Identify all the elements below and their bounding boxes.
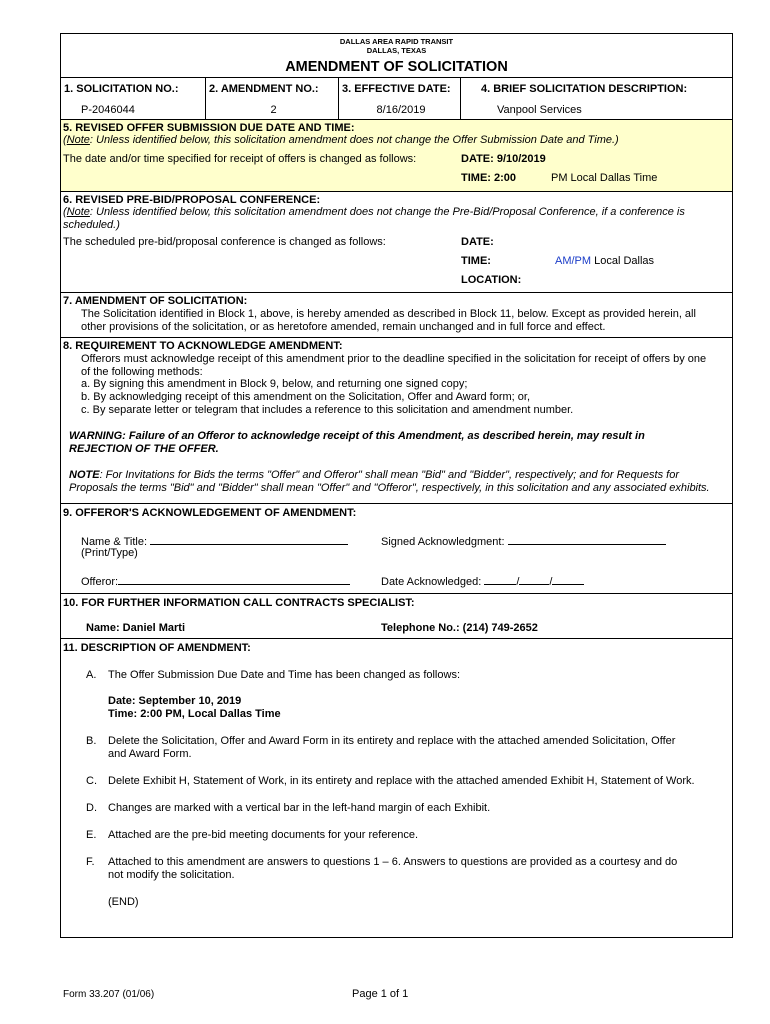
section-6-location-label: LOCATION: [461,274,522,286]
name-title-field[interactable]: Name & Title: [81,534,348,548]
section-8-warning: WARNING: Failure of an Offeror to acknowledge receipt of this Amendment, as described herein, may result in REJECTION OF THE OFFER. [69,430,645,455]
amendment-item-d-text: Changes are marked with a vertical bar in the left-hand margin of each Exhibit. [108,802,491,814]
section-6-note: (Note: Unless identified below, this solicitation amendment does not change the Pre-Bid/Proposal Conference, if a conference is scheduled.) [63,206,685,231]
solicitation-no-label: 1. SOLICITATION NO.: [61,78,206,101]
amendment-item-b-text: Delete the Solicitation, Offer and Award Form in its entirety and replace with the attached amended Solicitation, Offer and Award Form. [108,735,676,760]
form-number: Form 33.207 (01/06) [63,989,155,1000]
amendment-item-a-text: The Offer Submission Due Date and Time has been changed as follows: [108,669,460,681]
amendment-no-label: 2. AMENDMENT NO.: [206,78,339,101]
brief-description-label: 4. BRIEF SOLICITATION DESCRIPTION: [481,83,688,95]
section-5-date: DATE: 9/10/2019 [461,153,546,165]
section-8-item-a: a. By signing this amendment in Block 9, below, and returning one signed copy; [81,378,468,390]
section-5-changed-text: The date and/or time specified for receipt of offers is changed as follows: [63,153,417,165]
effective-date-label: 3. EFFECTIVE DATE: [339,78,461,101]
block-values-row [61,101,732,119]
signed-acknowledgment-field[interactable]: Signed Acknowledgment: [381,534,666,548]
section-6-time-label: TIME: [461,255,491,267]
effective-date-value: 8/16/2019 [339,101,461,119]
section-11 [61,638,732,919]
offeror-field[interactable]: Offeror: [81,574,350,588]
agency-city: DALLAS, TEXAS [366,46,427,55]
section-11-heading: 11. DESCRIPTION OF AMENDMENT: [63,642,251,654]
section-8-item-b: b. By acknowledging receipt of this amendment on the Solicitation, Offer and Award form; or, [81,391,531,403]
section-9-heading: 9. OFFEROR'S ACKNOWLEDGEMENT OF AMENDMENT: [63,507,357,519]
amendment-item-e-text: Attached are the pre-bid meeting documents for your reference. [108,829,419,841]
section-6-heading: 6. REVISED PRE-BID/PROPOSAL CONFERENCE: [63,194,321,206]
section-6-changed-text: The scheduled pre-bid/proposal conference is changed as follows: [63,236,386,248]
section-8-item-c: c. By separate letter or telegram that includes a reference to this solicitation and amendment number. [81,404,574,416]
amendment-item-f-text: Attached to this amendment are answers to questions 1 – 6. Answers to questions are provided as a courtesy and do not modify the solicitation. [108,856,678,881]
section-5 [61,119,732,191]
amendment-item-d-letter: D. [86,802,97,814]
section-8-note: NOTE: For Invitations for Bids the terms "Offer" and Offeror" shall mean "Bid" and "Bidder", respectively; and for Requests for Proposals the terms "Bid" and "Bidder" shall mean "Offer" and "Offeror", respectively, in this solicitation and any associated exhibits. [69,469,710,494]
date-acknowledged-field[interactable]: Date Acknowledged: / / [381,574,584,588]
page-number: Page 1 of 1 [352,988,409,1000]
section-10 [61,593,732,638]
agency-header [61,34,732,55]
section-7 [61,292,732,337]
new-due-date: Date: September 10, 2019 [108,695,242,707]
print-type-label: (Print/Type) [81,547,138,559]
section-8 [61,337,732,503]
section-10-heading: 10. FOR FURTHER INFORMATION CALL CONTRACTS SPECIALIST: [63,597,415,609]
solicitation-no-value: P-2046044 [61,101,206,119]
section-5-time-suffix: PM Local Dallas Time [551,172,658,184]
section-8-heading: 8. REQUIREMENT TO ACKNOWLEDGE AMENDMENT: [63,340,343,352]
specialist-name: Name: Daniel Marti [86,622,186,634]
end-marker: (END) [108,896,139,908]
new-due-time: Time: 2:00 PM, Local Dallas Time [108,708,281,720]
brief-description-value: Vanpool Services [497,104,582,116]
section-7-text: The Solicitation identified in Block 1, above, is hereby amended as described in Block 11, below. Except as provided herein, all other provisions of the solicitation, or as heretofore amended, remain unchanged and in full force and effect. [81,308,696,333]
amendment-item-c-text: Delete Exhibit H, Statement of Work, in its entirety and replace with the attached amended Exhibit H, Statement of Work. [108,775,695,787]
amendment-item-f-letter: F. [86,856,95,868]
section-5-time: TIME: 2:00 [461,172,517,184]
amendment-form [60,33,733,938]
specialist-telephone: Telephone No.: (214) 749-2652 [381,622,538,634]
amendment-item-a-letter: A. [86,669,97,681]
agency-name: DALLAS AREA RAPID TRANSIT [339,37,454,46]
amendment-item-b-letter: B. [86,735,97,747]
section-5-note: (Note: Unless identified below, this solicitation amendment does not change the Offer Submission Date and Time.) [63,134,619,146]
form-title: AMENDMENT OF SOLICITATION [285,59,508,75]
section-6-time-value: AM/PM Local Dallas [555,255,655,267]
section-6 [61,191,732,292]
section-9 [61,503,732,593]
section-7-heading: 7. AMENDMENT OF SOLICITATION: [63,295,248,307]
amendment-no-value: 2 [206,101,339,119]
block-labels-row [61,77,732,101]
amendment-item-c-letter: C. [86,775,97,787]
section-6-date-label: DATE: [461,236,494,248]
amendment-item-e-letter: E. [86,829,97,841]
section-5-heading: 5. REVISED OFFER SUBMISSION DUE DATE AND TIME: [63,122,355,134]
section-8-text: Offerors must acknowledge receipt of this amendment prior to the deadline specified in the solicitation for receipt of offers by one of the following methods: [81,353,707,378]
